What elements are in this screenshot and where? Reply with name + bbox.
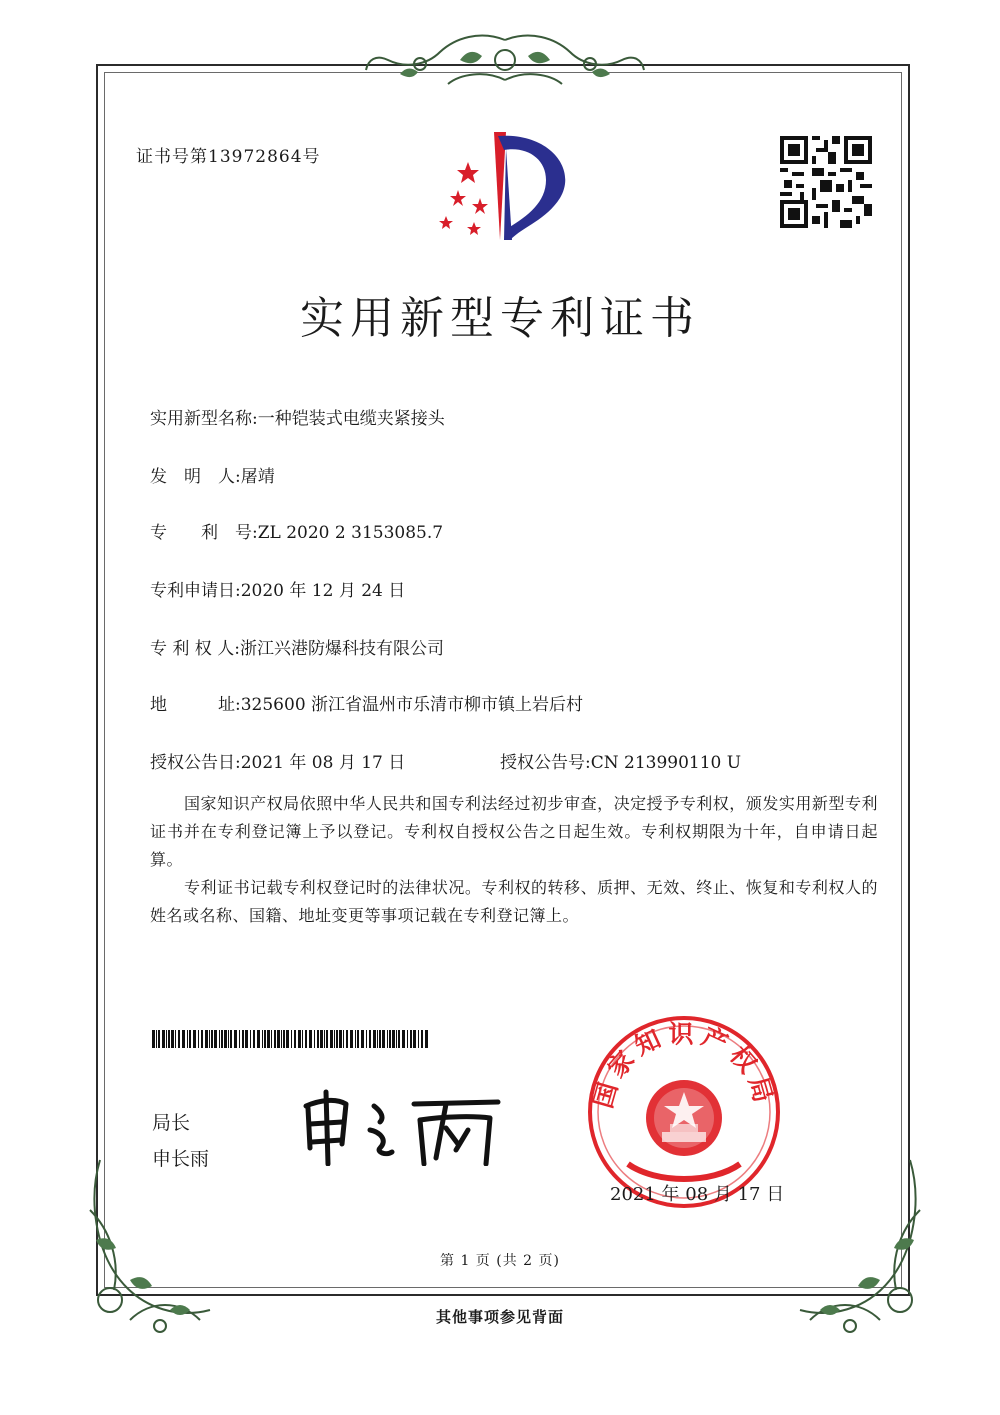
grant-date-value: 2021 年 08 月 17 日 [240,753,406,773]
footer-note: 其他事项参见背面 [435,1308,564,1326]
certificate-number: 证书号第13972864号 [136,147,321,167]
inventor-value: 屠靖 [240,467,275,487]
filing-date-label: 专利申请日: [150,581,241,601]
inventor-label: 发 明 人: [150,467,241,487]
utility-model-name-label: 实用新型名称: [150,409,258,429]
inventor-row [150,462,275,487]
director-title: 局长 [152,1112,191,1134]
page-title: 实用新型专利证书 [300,293,700,344]
top-ornament-icon [360,30,650,92]
patentee-value: 浙江兴港防爆科技有限公司 [239,639,444,659]
patentee-label: 专 利 权 人: [150,639,240,659]
statement-paragraph-2: 专利证书记载专利权登记时的法律状况。专利权的转移、质押、无效、终止、恢复和专利权人的姓名或名称、国籍、地址变更等事项记载在专利登记簿上。 [150,878,878,925]
grant-number-value: CN 213990110 U [590,753,742,773]
utility-model-name-row [150,404,445,429]
grant-date-row [150,748,405,773]
seal-text: 国家知识产权局 [588,1019,780,1112]
statement-paragraph-1: 国家知识产权局依照中华人民共和国专利法经过初步审查，决定授予专利权，颁发实用新型专利证书并在专利登记簿上予以登记。专利权自授权公告之日起生效。专利权期限为十年，自申请日起算。 [150,794,878,869]
filing-date-row [150,576,405,601]
patent-number-row [150,518,443,543]
grant-number-label: 授权公告号: [500,753,591,773]
address-row [150,690,583,715]
qr-code-icon [780,136,872,228]
address-value: 325600 浙江省温州市乐清市柳市镇上岩后村 [240,695,584,715]
barcode-icon [152,1030,432,1048]
filing-date-value: 2020 年 12 月 24 日 [240,581,406,601]
grant-date-label: 授权公告日: [150,753,241,773]
cnipa-logo-icon [428,128,578,246]
patent-number-value: ZL 2020 2 3153085.7 [257,523,444,543]
director-name: 申长雨 [152,1148,210,1170]
utility-model-name-value: 一种铠装式电缆夹紧接头 [257,409,445,429]
seal-date: 2021 年 08 月 17 日 [610,1184,785,1205]
patentee-row [150,634,444,659]
patent-number-label: 专 利 号: [150,523,258,543]
signature-icon [296,1086,506,1166]
page-number: 第 1 页 (共 2 页) [440,1253,560,1269]
address-label: 地 址: [150,695,241,715]
grant-number-row [500,748,741,773]
